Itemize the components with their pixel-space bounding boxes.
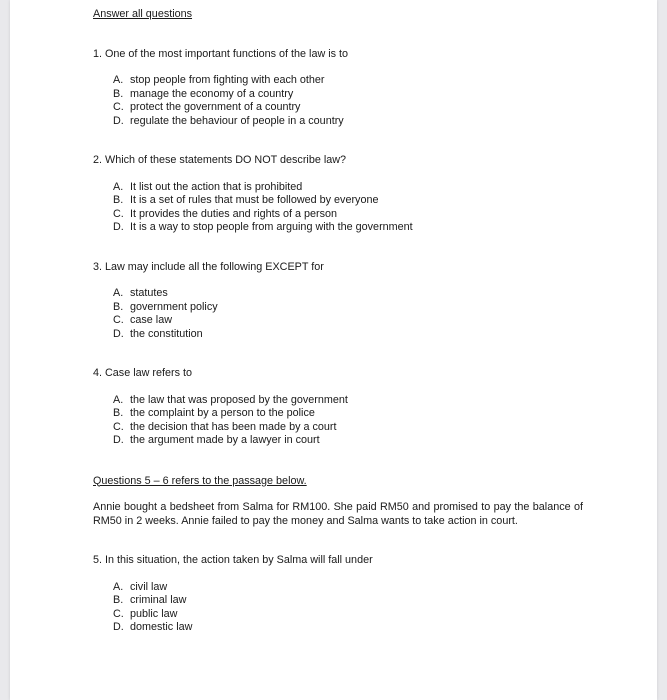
- option-c: [113, 608, 583, 622]
- option-letter: C.: [113, 207, 124, 220]
- document-page: [10, 0, 657, 700]
- option-a: [113, 74, 583, 88]
- question-1: [93, 48, 583, 129]
- option-letter: D.: [113, 221, 124, 233]
- option-letter: A.: [113, 74, 124, 86]
- question-5: [93, 554, 583, 635]
- option-letter: C.: [113, 607, 124, 620]
- option-letter: A.: [113, 180, 124, 193]
- option-text: criminal law: [130, 594, 187, 606]
- option-letter: A.: [113, 580, 124, 593]
- option-letter: C.: [113, 101, 124, 113]
- option-a: [113, 287, 583, 301]
- option-c: [113, 208, 583, 222]
- option-letter: D.: [113, 621, 124, 633]
- option-text: domestic law: [130, 621, 193, 633]
- options-list: [93, 74, 583, 128]
- option-a: [113, 181, 583, 195]
- option-d: [113, 434, 583, 448]
- option-c: [113, 314, 583, 328]
- option-letter: C.: [113, 314, 124, 326]
- option-text: civil law: [130, 580, 168, 593]
- option-text: It is a way to stop people from arguing with the government: [130, 221, 413, 233]
- question-4: [93, 367, 583, 448]
- option-text: government policy: [130, 300, 218, 313]
- option-letter: B.: [113, 407, 124, 419]
- option-text: manage the economy of a country: [130, 87, 294, 100]
- option-text: It is a set of rules that must be followed by everyone: [130, 194, 379, 206]
- option-text: the argument made by a lawyer in court: [130, 434, 320, 446]
- option-b: [113, 88, 583, 102]
- option-b: [113, 301, 583, 315]
- options-list: [93, 581, 583, 635]
- question-text: 2. Which of these statements DO NOT describe law?: [93, 154, 347, 166]
- question-2: [93, 154, 583, 235]
- option-a: [113, 581, 583, 595]
- options-list: [93, 287, 583, 341]
- option-letter: C.: [113, 420, 124, 433]
- option-text: statutes: [130, 287, 168, 299]
- option-letter: B.: [113, 194, 124, 206]
- option-text: public law: [130, 607, 178, 620]
- option-text: case law: [130, 314, 173, 326]
- option-letter: B.: [113, 300, 124, 313]
- option-c: [113, 101, 583, 115]
- option-letter: A.: [113, 393, 124, 406]
- question-3: [93, 261, 583, 342]
- option-d: [113, 115, 583, 129]
- option-a: [113, 394, 583, 408]
- option-b: [113, 194, 583, 208]
- passage-heading: Questions 5 – 6 refers to the passage below.: [93, 474, 307, 487]
- option-text: It list out the action that is prohibited: [130, 180, 303, 193]
- option-text: It provides the duties and rights of a person: [130, 207, 338, 220]
- option-text: the complaint by a person to the police: [130, 407, 315, 419]
- option-d: [113, 621, 583, 635]
- question-text: 4. Case law refers to: [93, 367, 193, 379]
- option-letter: B.: [113, 87, 124, 100]
- options-list: [93, 181, 583, 235]
- question-text: 3. Law may include all the following EXCEPT for: [93, 260, 324, 273]
- option-letter: D.: [113, 327, 124, 340]
- passage-text: Annie bought a bedsheet from Salma for RM100. She paid RM50 and promised to pay the balance of RM50 in 2 weeks. Annie failed to pay the money and Salma wants to take action in court.: [93, 501, 583, 527]
- option-letter: B.: [113, 594, 124, 606]
- instruction-heading: Answer all questions: [93, 8, 193, 20]
- option-d: [113, 221, 583, 235]
- option-c: [113, 421, 583, 435]
- option-text: the decision that has been made by a court: [130, 420, 337, 433]
- question-text: 5. In this situation, the action taken by Salma will fall under: [93, 554, 373, 566]
- option-letter: A.: [113, 287, 124, 299]
- question-text: 1. One of the most important functions of the law is to: [93, 47, 349, 60]
- option-letter: D.: [113, 434, 124, 446]
- option-d: [113, 328, 583, 342]
- option-text: protect the government of a country: [130, 101, 301, 113]
- option-b: [113, 594, 583, 608]
- option-text: regulate the behaviour of people in a country: [130, 114, 344, 127]
- option-letter: D.: [113, 114, 124, 127]
- option-text: the law that was proposed by the government: [130, 393, 348, 406]
- document-content: [93, 8, 583, 635]
- option-text: stop people from fighting with each other: [130, 74, 325, 86]
- options-list: [93, 394, 583, 448]
- option-b: [113, 407, 583, 421]
- option-text: the constitution: [130, 327, 203, 340]
